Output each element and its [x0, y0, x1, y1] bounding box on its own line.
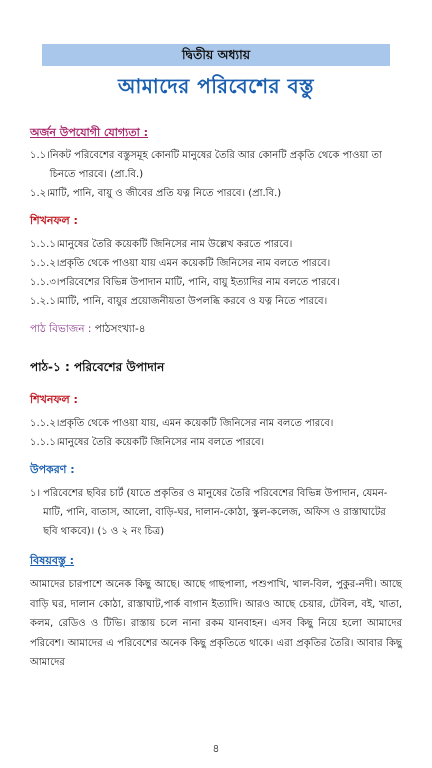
item-text: মানুষের তৈরি কয়েকটি জিনিসের নাম উল্লেখ করতে পারবে।	[59, 239, 293, 250]
item-text: মানুষের তৈরি কয়েকটি জিনিসের নাম বলতে পারবে।	[59, 437, 265, 448]
outcome-item	[30, 273, 402, 292]
item-number: ১.১.৩।	[30, 277, 60, 288]
outcome-item	[30, 235, 402, 254]
lesson-division	[30, 322, 402, 339]
item-number: ১.১.১।	[30, 437, 60, 448]
item-number: ১.২।	[30, 188, 50, 199]
page-number: ৪	[212, 742, 220, 755]
item-text: পরিবেশের বিভিন্ন উপাদান মাটি, পানি, বায়ু ইত্যাদির নাম বলতে পারবে।	[59, 277, 340, 288]
lesson-division-label: পাঠ বিভাজন :	[30, 323, 92, 335]
lesson-1-outcomes-heading: শিখনফল :	[30, 393, 78, 406]
competency-heading: অর্জন উপযোগী যোগ্যতা :	[30, 126, 148, 139]
competency-item	[30, 146, 402, 184]
learning-outcomes-heading: শিখনফল :	[30, 214, 78, 227]
materials-item	[30, 484, 402, 541]
lesson-division-value: পাঠসংখ্যা-৪	[94, 323, 146, 335]
content-heading: বিষয়বস্তু :	[30, 554, 75, 567]
item-text: প্রকৃতি থেকে পাওয়া যায় এমন কয়েকটি জিনিসের নাম বলতে পারবে।	[59, 258, 331, 269]
item-text: পরিবেশের ছবির চার্ট (যাতে প্রকৃতির ও মানুষের তৈরি পরিবেশের বিভিন্ন উপাদান, যেমন- মাটি, পানি, বাতাস, আলো, বাড়ি-ঘর, দালান-কোঠা, স্কুল-কলেজ, অফিস ও রাস্তাঘাটের ছবি থাকবে)। (১ ও ২ নং চিত্র)	[43, 488, 388, 537]
item-number: ১.১.২।	[30, 418, 60, 429]
outcome-item	[30, 254, 402, 273]
competency-section	[30, 124, 402, 203]
item-text: মাটি, পানি, বায়ুর প্রয়োজনীয়তা উপলব্ধি করবে ও যত্ন নিতে পারবে।	[59, 296, 328, 307]
item-number: ১.১.১।	[30, 239, 60, 250]
lesson-1-title: পাঠ-১ : পরিবেশের উপাদান	[30, 360, 165, 374]
chapter-header	[42, 44, 390, 105]
competency-item	[30, 184, 402, 203]
chapter-title: আমাদের পরিবেশের বস্তু	[117, 74, 315, 98]
item-text: মাটি, পানি, বায়ু ও জীবের প্রতি যত্ন নিতে পারবে। (প্রা.বি.)	[49, 188, 282, 199]
item-number: ১.১.২।	[30, 258, 60, 269]
item-number: ১।	[30, 488, 41, 499]
item-number: ১.১।	[30, 150, 50, 161]
lesson-1-section	[30, 359, 402, 673]
item-number: ১.২.১।	[30, 296, 60, 307]
page-content	[30, 124, 402, 673]
outcome-item	[30, 292, 402, 311]
item-text: নিকট পরিবেশের বস্তুসমূহ কোনটি মানুষের তৈরি আর কোনটি প্রকৃতি থেকে পাওয়া তা চিনতে পারবে। (প্রা.বি.)	[49, 150, 382, 180]
chapter-label: দ্বিতীয় অধ্যায়	[42, 44, 390, 66]
outcome-item	[30, 414, 402, 433]
outcome-item	[30, 433, 402, 452]
materials-heading: উপকরণ :	[30, 463, 75, 476]
content-paragraph: আমাদের চারপাশে অনেক কিছু আছে। আছে গাছপালা, পশুপাখি, খাল-বিল, পুকুর-নদী। আছে বাড়ি ঘর, দালান কোঠা, রাস্তাঘাট,পার্ক বাগান ইত্যাদি। আরও আছে চেয়ার, টেবিল, বই, খাতা, কলম, রেডিও ও টিভি। রাস্তায় চলে নানা রকম যানবাহন। এসব কিছু নিয়ে হলো আমাদের পরিবেশ। আমাদের এ পরিবেশের অনেক কিছু প্রকৃতিতে থাকে। এরা প্রকৃতির তৈরি। আবার কিছু আমাদের	[30, 579, 402, 668]
item-text: প্রকৃতি থেকে পাওয়া যায়, এমন কয়েকটি জিনিসের নাম বলতে পারবে।	[59, 418, 334, 429]
learning-outcomes-section	[30, 212, 402, 311]
